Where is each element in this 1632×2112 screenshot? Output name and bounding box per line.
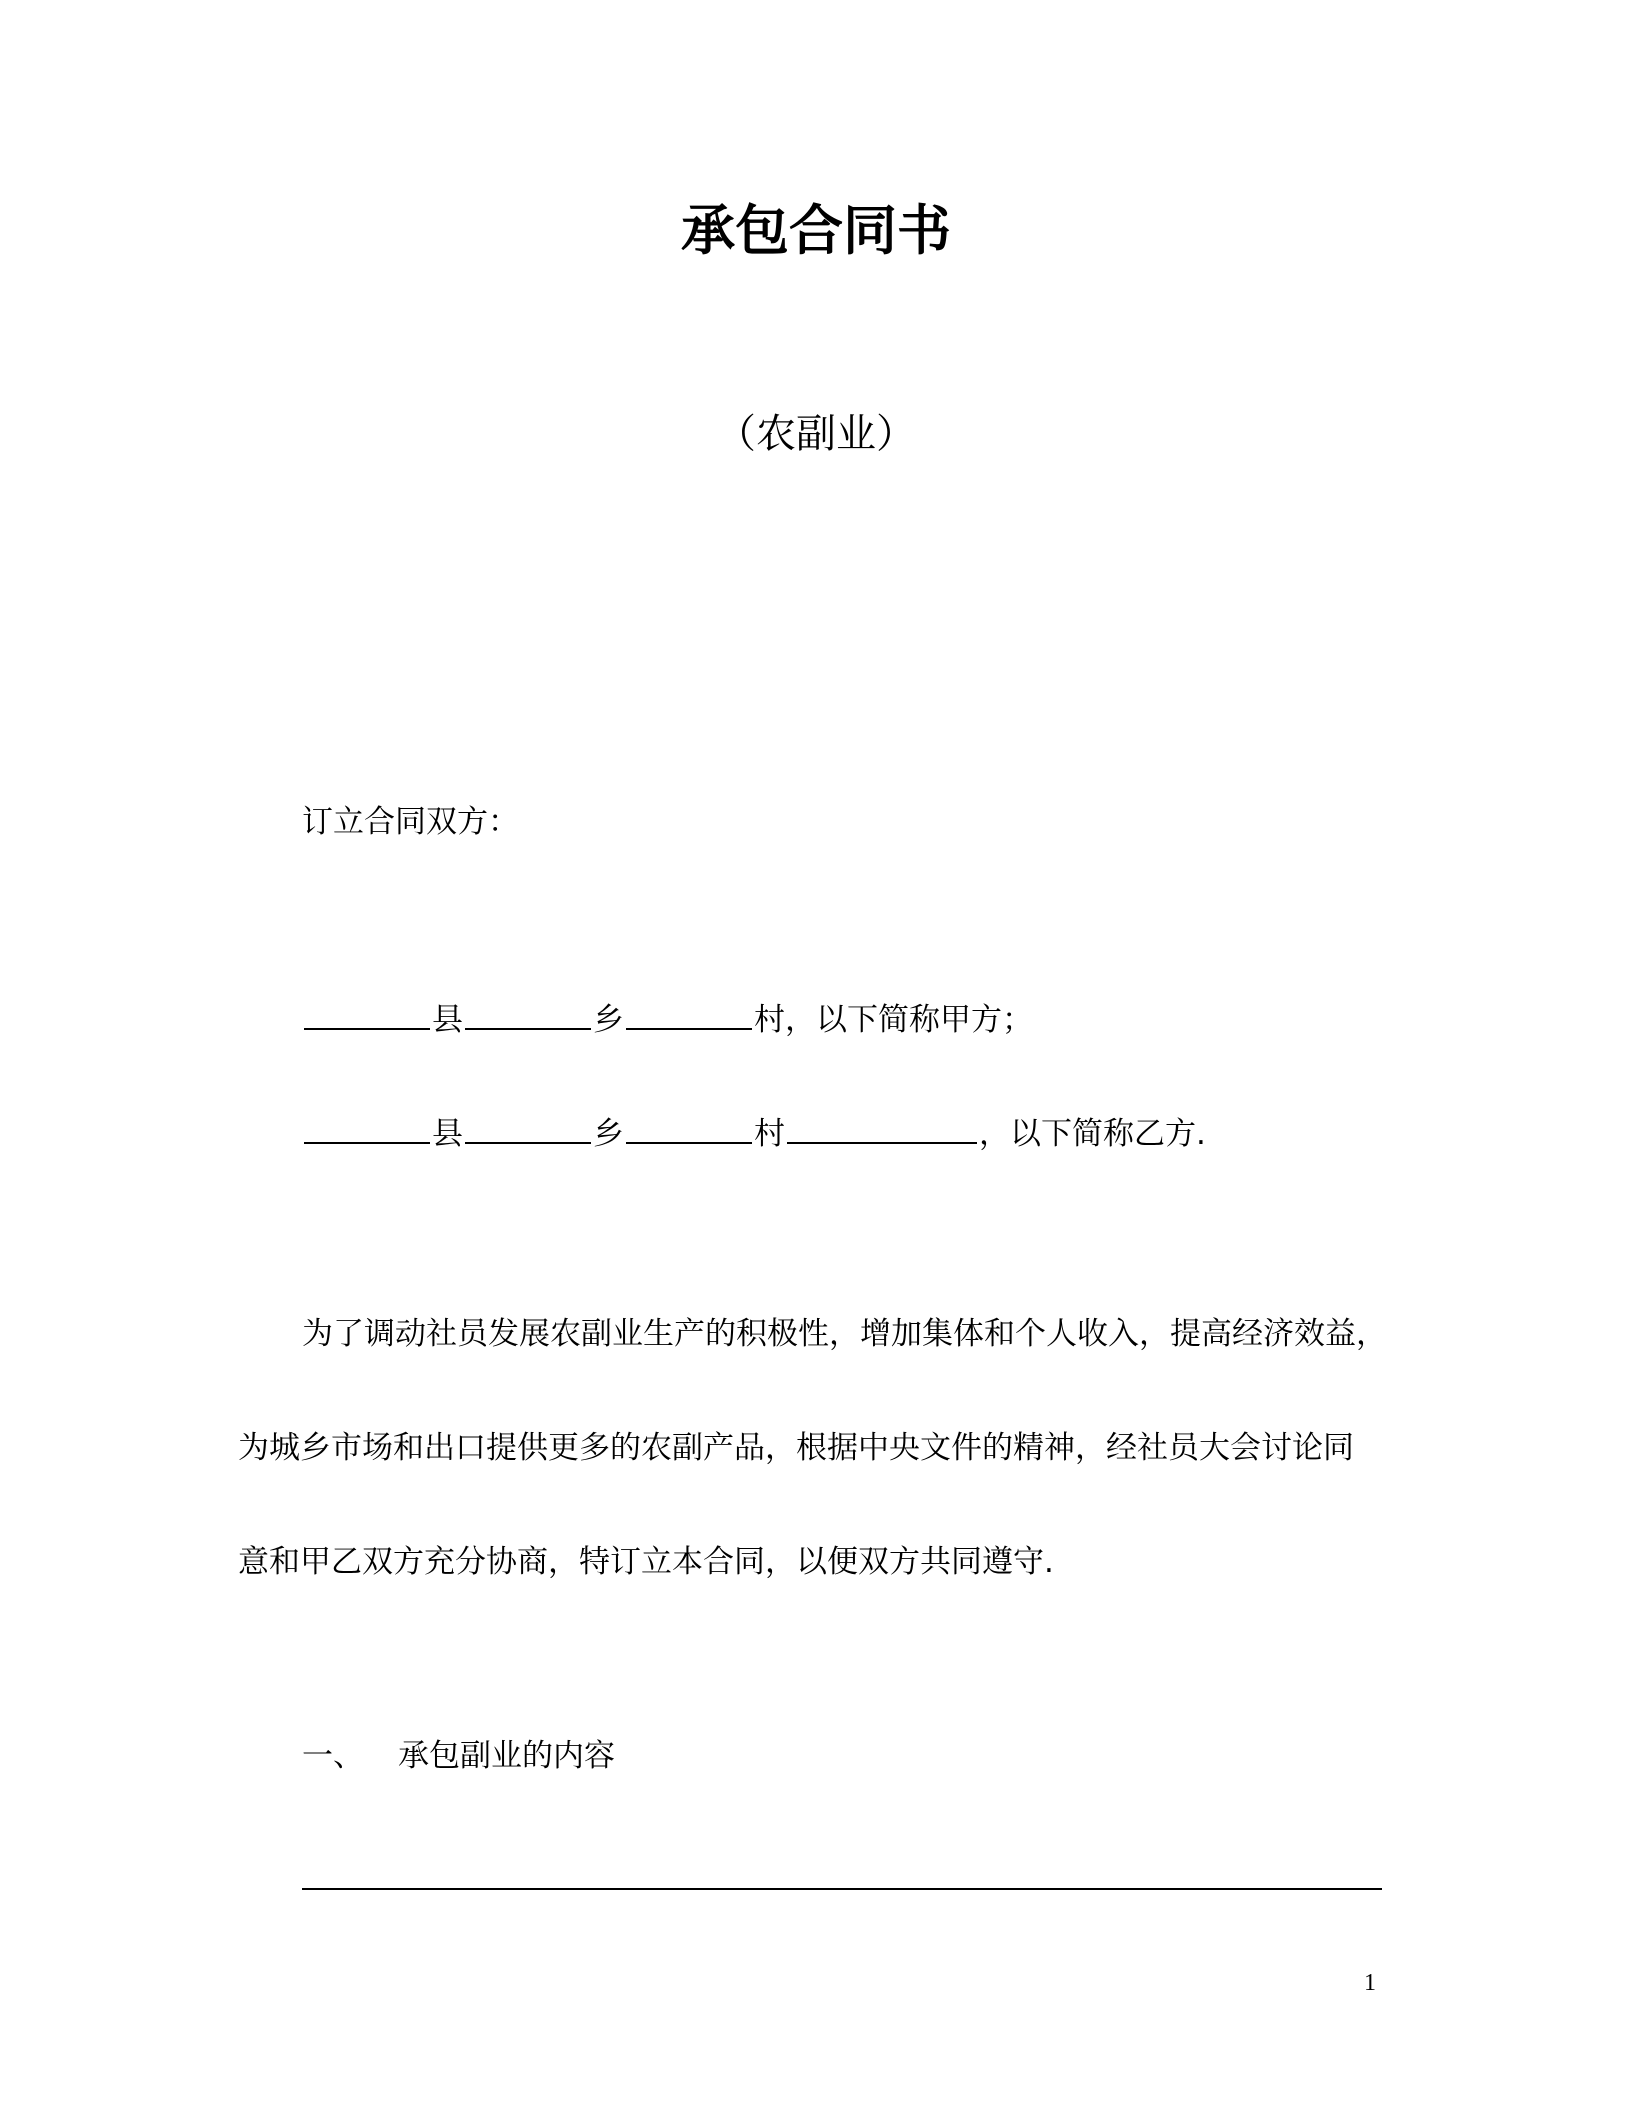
party-a-village-blank[interactable] — [626, 998, 752, 1030]
party-b-line — [302, 1112, 1206, 1154]
party-b-village-blank[interactable] — [626, 1112, 752, 1144]
preamble-line-1: 为了调动社员发展农副业生产的积极性，增加集体和个人收入，提高经济效益， — [302, 1316, 1387, 1352]
section-1-title: 承包副业的内容 — [398, 1738, 615, 1774]
party-b-village-label: 村 — [754, 1116, 785, 1152]
party-a-county-label: 县 — [432, 1002, 463, 1038]
party-b-county-label: 县 — [432, 1116, 463, 1152]
document-subtitle: （农副业） — [716, 411, 916, 457]
party-a-village-label: 村，以下简称甲方； — [754, 1002, 1033, 1038]
preamble-line-3: 意和甲乙双方充分协商，特订立本合同，以便双方共同遵守. — [238, 1544, 1054, 1580]
section-1-heading — [302, 1736, 615, 1776]
page-number: 1 — [1364, 1970, 1376, 1996]
party-b-township-label: 乡 — [593, 1116, 624, 1152]
content-fill-line[interactable] — [302, 1888, 1382, 1890]
party-b-county-blank[interactable] — [304, 1112, 430, 1144]
party-a-township-label: 乡 — [593, 1002, 624, 1038]
section-1-number: 一、 — [302, 1738, 364, 1774]
document-title: 承包合同书 — [681, 199, 951, 262]
party-b-township-blank[interactable] — [465, 1112, 591, 1144]
party-a-county-blank[interactable] — [304, 998, 430, 1030]
party-a-township-blank[interactable] — [465, 998, 591, 1030]
parties-intro: 订立合同双方： — [302, 804, 519, 840]
party-a-line — [302, 998, 1033, 1040]
preamble-line-2: 为城乡市场和出口提供更多的农副产品，根据中央文件的精神，经社员大会讨论同 — [238, 1430, 1354, 1466]
party-b-suffix: ，以下简称乙方. — [979, 1116, 1206, 1152]
party-b-name-blank[interactable] — [787, 1112, 977, 1144]
